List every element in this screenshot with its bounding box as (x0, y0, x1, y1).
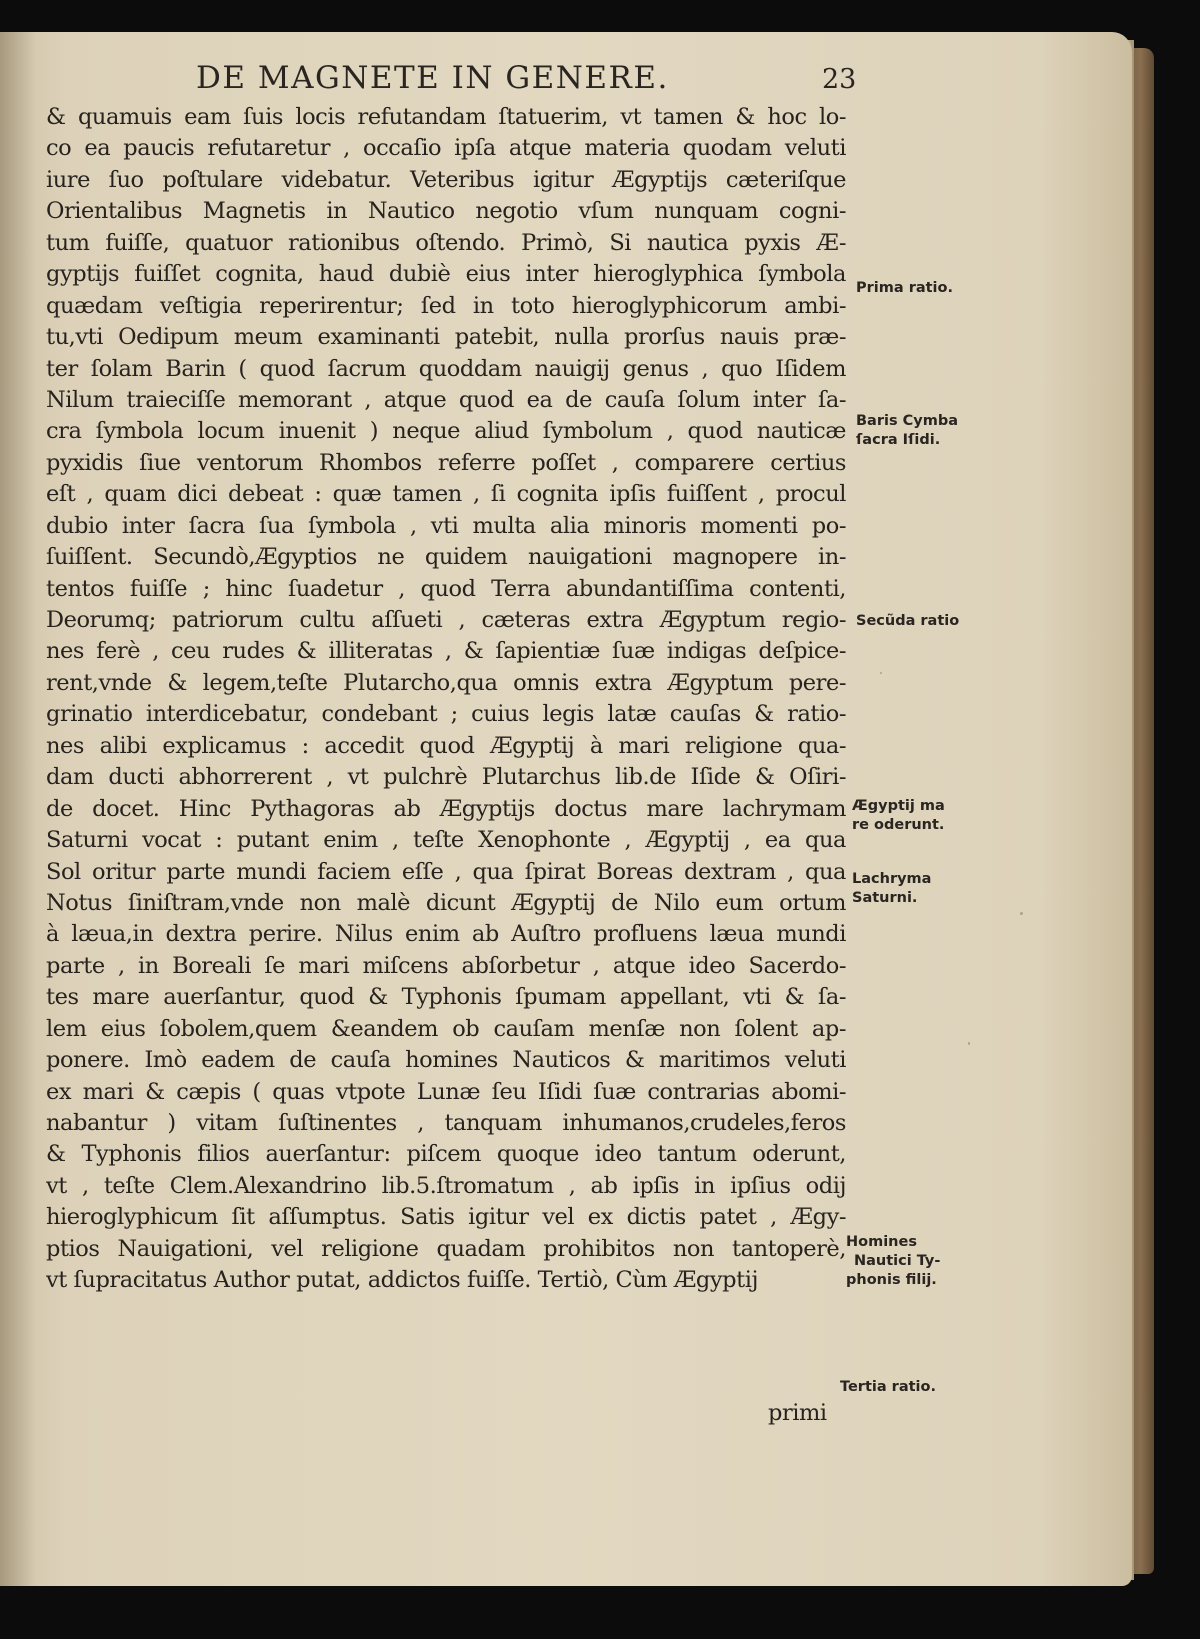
marginal-note-prima-ratio (856, 279, 953, 298)
body-text (46, 102, 846, 1297)
text-line: iure ſuo poſtulare videbatur. Veteribus igitur Ægyptijs cæteriſque (46, 166, 846, 193)
text-line: parte , in Boreali ſe mari miſcens abſorbetur , atque ideo Sacerdo- (46, 952, 846, 979)
marginal-note-baris-cymba (856, 412, 958, 450)
text-line: Sol oritur parte mundi faciem eſſe , qua ſpirat Boreas dextram , qua (46, 858, 846, 885)
marginal-note-line: Secũda ratio (856, 613, 960, 629)
marginal-note-line: Saturni. (852, 890, 918, 906)
marginal-note-line: Ægyptij ma (852, 798, 945, 814)
text-line: Saturni vocat : putant enim , teſte Xenophonte , Ægyptij , ea qua (46, 827, 846, 854)
paper-speck (880, 672, 882, 674)
text-line: ponere. Imò eadem de cauſa homines Nauticos & maritimos veluti (46, 1047, 846, 1074)
text-line: vt , teſte Clem.Alexandrino lib.5.ſtromatum , ab ipſis in ipſius odij (46, 1172, 846, 1199)
text-line: rent,vnde & legem,teſte Plutarcho,qua omnis extra Ægyptum pere- (46, 669, 846, 696)
text-line: tes mare auerſantur, quod & Typhonis ſpumam appellant, vti & ſa- (46, 984, 846, 1011)
text-line: grinatio interdicebatur, condebant ; cuius legis latæ cauſas & ratio- (46, 701, 846, 728)
text-line: ſuiſſent. Secundò,Ægyptios ne quidem nauigationi magnopere in- (46, 544, 846, 571)
text-line: dam ducti abhorrerent , vt pulchrè Plutarchus lib.de Iſide & Oſiri- (46, 764, 846, 791)
text-line: nes alibi explicamus : accedit quod Ægyptij à mari religione qua- (46, 732, 846, 759)
text-line: à læua,in dextra perire. Nilus enim ab Auſtro profluens læua mundi (46, 921, 846, 948)
text-line: tentos fuiſſe ; hinc ſuadetur , quod Terra abundantiſſima contenti, (46, 575, 846, 602)
text-line: ex mari & cæpis ( quas vtpote Lunæ ſeu Iſidi ſuæ contrarias abomi- (46, 1078, 846, 1105)
marginal-note-line: Homines (846, 1234, 917, 1250)
text-line: eſt , quam dici debeat : quæ tamen , ſi cognita ipſis fuiſſent , procul (46, 481, 846, 508)
text-line: gyptijs fuiſſet cognita, haud dubiè eius inter hieroglyphica ſymbola (46, 261, 846, 288)
running-head: DE MAGNETE IN GENERE. (196, 60, 669, 96)
marginal-note-line: re oderunt. (852, 817, 945, 833)
book-edge (1132, 48, 1154, 1574)
text-line: nes ferè , ceu rudes & illiteratas , & ſapientiæ ſuæ indigas deſpice- (46, 638, 846, 665)
marginal-note-line: Baris Cymba (856, 413, 959, 429)
text-line: tum fuiſſe, quatuor rationibus oſtendo. Primò, Si nautica pyxis Æ- (46, 229, 846, 256)
text-line: co ea paucis refutaretur , occaſio ipſa atque materia quodam veluti (46, 135, 846, 162)
text-line: Deorumq; patriorum cultu aſſueti , cæteras extra Ægyptum regio- (46, 607, 846, 633)
marginal-note-line: Lachryma (852, 871, 932, 887)
marginal-note-secunda-ratio (856, 612, 959, 631)
text-line: & quamuis eam ſuis locis refutandam ſtatuerim, vt tamen & hoc lo- (46, 104, 846, 130)
paper-speck (1020, 912, 1023, 915)
marginal-note-line: Tertia ratio. (840, 1379, 936, 1395)
text-line: tu,vti Oedipum meum examinanti patebit, nulla prorſus nauis præ- (46, 324, 846, 351)
text-line: ter ſolam Barin ( quod ſacrum quoddam nauigij genus , quo Iſidem (46, 355, 846, 382)
marginal-note-lachryma-saturni (852, 870, 931, 908)
text-line: lem eius ſobolem,quem &eandem ob cauſam menſæ non ſolent ap- (46, 1015, 846, 1042)
text-line: Nilum traieciſſe memorant , atque quod ea de cauſa ſolum inter ſa- (46, 386, 846, 413)
text-line: Notus ſiniſtram,vnde non malè dicunt Ægyptij de Nilo eum ortum (46, 889, 846, 916)
page-number: 23 (822, 64, 857, 95)
marginal-note-line: phonis filij. (846, 1272, 937, 1288)
gutter-shadow (0, 32, 36, 1586)
text-line: vt ſupracitatus Author putat, addictos fuiſſe. Tertiò, Cùm Ægyptij (46, 1267, 758, 1294)
text-line: nabantur ) vitam ſuſtinentes , tanquam inhumanos,crudeles,feros (46, 1110, 846, 1136)
text-line: & Typhonis filios auerſantur: piſcem quoque ideo tantum oderunt, (46, 1141, 846, 1168)
marginal-note-tertia-ratio (840, 1378, 936, 1397)
text-line: dubio inter ſacra ſua ſymbola , vti multa alia minoris momenti po- (46, 512, 846, 539)
paper-speck (968, 1042, 970, 1045)
marginal-note-line: ſacra Iſidi. (856, 432, 941, 448)
text-line: de docet. Hinc Pythagoras ab Ægyptijs doctus mare lachrymam (46, 795, 846, 822)
catchword: primi (768, 1400, 827, 1426)
text-line: quædam veſtigia reperirentur; ſed in toto hieroglyphicorum ambi- (46, 292, 846, 319)
text-line: hieroglyphicum ſit aſſumptus. Satis igitur vel ex dictis patet , Ægy- (46, 1204, 846, 1231)
marginal-note-line: Prima ratio. (856, 280, 953, 296)
text-line: ptios Nauigationi, vel religione quadam prohibitos non tantoperè, (46, 1235, 846, 1262)
marginal-note-aegyptij-mare (852, 797, 945, 835)
text-line: cra ſymbola locum inuenit ) neque aliud ſymbolum , quod nauticæ (46, 418, 846, 445)
marginal-note-line: Nautici Ty- (854, 1253, 941, 1269)
marginal-note-homines-nautici (846, 1233, 940, 1290)
text-line: pyxidis ſiue ventorum Rhombos referre poſſet , comparere certius (46, 449, 846, 476)
text-line: Orientalibus Magnetis in Nautico negotio vſum nunquam cogni- (46, 198, 846, 225)
